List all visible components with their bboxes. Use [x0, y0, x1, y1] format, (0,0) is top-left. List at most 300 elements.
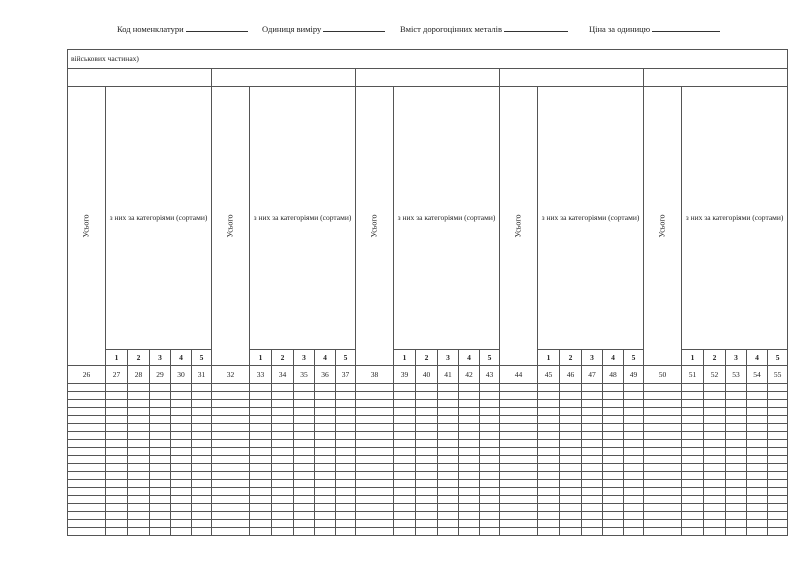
- data-cell[interactable]: [315, 503, 336, 511]
- data-cell[interactable]: [150, 400, 171, 408]
- data-cell[interactable]: [150, 472, 171, 480]
- data-cell[interactable]: [272, 400, 294, 408]
- data-cell[interactable]: [704, 424, 726, 432]
- data-cell[interactable]: [480, 464, 500, 472]
- data-cell[interactable]: [212, 456, 250, 464]
- data-cell[interactable]: [644, 479, 682, 487]
- data-cell[interactable]: [106, 519, 128, 527]
- data-cell[interactable]: [768, 495, 788, 503]
- data-cell[interactable]: [416, 392, 438, 400]
- data-cell[interactable]: [150, 479, 171, 487]
- data-cell[interactable]: [192, 472, 212, 480]
- data-cell[interactable]: [356, 519, 394, 527]
- data-cell[interactable]: [603, 432, 624, 440]
- data-cell[interactable]: [768, 472, 788, 480]
- data-cell[interactable]: [394, 384, 416, 392]
- data-cell[interactable]: [459, 424, 480, 432]
- data-cell[interactable]: [106, 511, 128, 519]
- data-cell[interactable]: [682, 456, 704, 464]
- data-cell[interactable]: [394, 448, 416, 456]
- data-cell[interactable]: [768, 440, 788, 448]
- data-cell[interactable]: [438, 527, 459, 535]
- data-cell[interactable]: [212, 487, 250, 495]
- data-cell[interactable]: [294, 440, 315, 448]
- data-cell[interactable]: [726, 479, 747, 487]
- data-cell[interactable]: [644, 416, 682, 424]
- data-cell[interactable]: [171, 416, 192, 424]
- data-cell[interactable]: [768, 503, 788, 511]
- data-cell[interactable]: [272, 456, 294, 464]
- data-cell[interactable]: [538, 456, 560, 464]
- data-cell[interactable]: [582, 392, 603, 400]
- data-cell[interactable]: [171, 503, 192, 511]
- data-cell[interactable]: [272, 392, 294, 400]
- data-cell[interactable]: [212, 503, 250, 511]
- data-cell[interactable]: [192, 519, 212, 527]
- data-cell[interactable]: [171, 440, 192, 448]
- data-cell[interactable]: [726, 424, 747, 432]
- data-cell[interactable]: [624, 416, 644, 424]
- data-cell[interactable]: [356, 448, 394, 456]
- data-cell[interactable]: [315, 464, 336, 472]
- data-cell[interactable]: [294, 392, 315, 400]
- data-cell[interactable]: [212, 448, 250, 456]
- data-cell[interactable]: [538, 392, 560, 400]
- data-cell[interactable]: [438, 392, 459, 400]
- data-cell[interactable]: [150, 456, 171, 464]
- data-cell[interactable]: [394, 424, 416, 432]
- data-cell[interactable]: [644, 527, 682, 535]
- data-cell[interactable]: [747, 448, 768, 456]
- data-cell[interactable]: [500, 424, 538, 432]
- data-cell[interactable]: [128, 519, 150, 527]
- data-cell[interactable]: [171, 424, 192, 432]
- data-cell[interactable]: [624, 424, 644, 432]
- data-cell[interactable]: [394, 392, 416, 400]
- data-cell[interactable]: [624, 472, 644, 480]
- data-cell[interactable]: [500, 487, 538, 495]
- data-cell[interactable]: [538, 479, 560, 487]
- data-cell[interactable]: [438, 440, 459, 448]
- data-cell[interactable]: [315, 519, 336, 527]
- data-cell[interactable]: [212, 511, 250, 519]
- data-cell[interactable]: [171, 456, 192, 464]
- data-cell[interactable]: [212, 527, 250, 535]
- data-cell[interactable]: [192, 487, 212, 495]
- data-cell[interactable]: [644, 400, 682, 408]
- data-cell[interactable]: [704, 487, 726, 495]
- data-cell[interactable]: [394, 527, 416, 535]
- data-cell[interactable]: [416, 472, 438, 480]
- data-cell[interactable]: [315, 456, 336, 464]
- data-cell[interactable]: [336, 400, 356, 408]
- data-cell[interactable]: [315, 472, 336, 480]
- data-cell[interactable]: [128, 416, 150, 424]
- data-cell[interactable]: [394, 464, 416, 472]
- data-cell[interactable]: [416, 424, 438, 432]
- data-cell[interactable]: [582, 472, 603, 480]
- data-cell[interactable]: [294, 416, 315, 424]
- data-cell[interactable]: [128, 472, 150, 480]
- data-cell[interactable]: [106, 432, 128, 440]
- data-cell[interactable]: [624, 432, 644, 440]
- data-cell[interactable]: [356, 511, 394, 519]
- data-cell[interactable]: [294, 408, 315, 416]
- data-cell[interactable]: [480, 432, 500, 440]
- data-cell[interactable]: [704, 432, 726, 440]
- data-cell[interactable]: [582, 479, 603, 487]
- data-cell[interactable]: [747, 495, 768, 503]
- data-cell[interactable]: [416, 440, 438, 448]
- data-cell[interactable]: [416, 464, 438, 472]
- data-cell[interactable]: [438, 511, 459, 519]
- data-cell[interactable]: [68, 440, 106, 448]
- data-cell[interactable]: [480, 511, 500, 519]
- data-cell[interactable]: [68, 511, 106, 519]
- data-cell[interactable]: [704, 384, 726, 392]
- data-cell[interactable]: [192, 511, 212, 519]
- data-cell[interactable]: [106, 479, 128, 487]
- data-cell[interactable]: [459, 527, 480, 535]
- data-cell[interactable]: [128, 384, 150, 392]
- data-cell[interactable]: [582, 511, 603, 519]
- data-cell[interactable]: [560, 479, 582, 487]
- data-cell[interactable]: [250, 503, 272, 511]
- data-cell[interactable]: [294, 448, 315, 456]
- data-cell[interactable]: [726, 503, 747, 511]
- data-cell[interactable]: [644, 384, 682, 392]
- data-cell[interactable]: [128, 527, 150, 535]
- data-cell[interactable]: [250, 448, 272, 456]
- data-cell[interactable]: [768, 519, 788, 527]
- data-cell[interactable]: [356, 527, 394, 535]
- data-cell[interactable]: [106, 384, 128, 392]
- data-cell[interactable]: [560, 487, 582, 495]
- data-cell[interactable]: [394, 511, 416, 519]
- data-cell[interactable]: [624, 392, 644, 400]
- data-cell[interactable]: [682, 432, 704, 440]
- data-cell[interactable]: [150, 487, 171, 495]
- data-cell[interactable]: [538, 464, 560, 472]
- data-cell[interactable]: [68, 527, 106, 535]
- data-cell[interactable]: [560, 472, 582, 480]
- data-cell[interactable]: [747, 384, 768, 392]
- data-cell[interactable]: [682, 408, 704, 416]
- data-cell[interactable]: [171, 400, 192, 408]
- data-cell[interactable]: [538, 495, 560, 503]
- data-cell[interactable]: [768, 384, 788, 392]
- data-cell[interactable]: [212, 432, 250, 440]
- data-cell[interactable]: [68, 464, 106, 472]
- data-cell[interactable]: [603, 511, 624, 519]
- data-cell[interactable]: [582, 456, 603, 464]
- data-cell[interactable]: [128, 440, 150, 448]
- data-cell[interactable]: [336, 432, 356, 440]
- data-cell[interactable]: [171, 432, 192, 440]
- data-cell[interactable]: [394, 503, 416, 511]
- data-cell[interactable]: [500, 495, 538, 503]
- data-cell[interactable]: [438, 456, 459, 464]
- data-cell[interactable]: [294, 527, 315, 535]
- data-cell[interactable]: [68, 408, 106, 416]
- data-cell[interactable]: [704, 464, 726, 472]
- data-cell[interactable]: [582, 400, 603, 408]
- data-cell[interactable]: [416, 448, 438, 456]
- data-cell[interactable]: [726, 487, 747, 495]
- precious-metals-blank[interactable]: [504, 22, 568, 32]
- data-cell[interactable]: [212, 400, 250, 408]
- data-cell[interactable]: [294, 472, 315, 480]
- data-cell[interactable]: [480, 416, 500, 424]
- data-cell[interactable]: [212, 416, 250, 424]
- data-cell[interactable]: [726, 472, 747, 480]
- data-cell[interactable]: [150, 519, 171, 527]
- data-cell[interactable]: [128, 400, 150, 408]
- data-cell[interactable]: [624, 487, 644, 495]
- data-cell[interactable]: [294, 503, 315, 511]
- data-cell[interactable]: [747, 408, 768, 416]
- data-cell[interactable]: [603, 472, 624, 480]
- data-cell[interactable]: [272, 527, 294, 535]
- data-cell[interactable]: [682, 527, 704, 535]
- data-cell[interactable]: [192, 384, 212, 392]
- data-cell[interactable]: [106, 503, 128, 511]
- data-cell[interactable]: [582, 495, 603, 503]
- data-cell[interactable]: [250, 384, 272, 392]
- data-cell[interactable]: [192, 479, 212, 487]
- data-cell[interactable]: [128, 511, 150, 519]
- data-cell[interactable]: [150, 384, 171, 392]
- data-cell[interactable]: [212, 384, 250, 392]
- data-cell[interactable]: [336, 472, 356, 480]
- data-cell[interactable]: [68, 495, 106, 503]
- data-cell[interactable]: [272, 384, 294, 392]
- data-cell[interactable]: [644, 472, 682, 480]
- data-cell[interactable]: [356, 416, 394, 424]
- data-cell[interactable]: [682, 440, 704, 448]
- data-cell[interactable]: [644, 440, 682, 448]
- data-cell[interactable]: [106, 408, 128, 416]
- data-cell[interactable]: [603, 392, 624, 400]
- data-cell[interactable]: [459, 456, 480, 464]
- data-cell[interactable]: [106, 392, 128, 400]
- data-cell[interactable]: [500, 384, 538, 392]
- data-cell[interactable]: [560, 416, 582, 424]
- group-header-cell[interactable]: [500, 69, 644, 87]
- data-cell[interactable]: [747, 440, 768, 448]
- data-cell[interactable]: [480, 392, 500, 400]
- data-cell[interactable]: [682, 464, 704, 472]
- data-cell[interactable]: [315, 392, 336, 400]
- data-cell[interactable]: [644, 464, 682, 472]
- data-cell[interactable]: [704, 527, 726, 535]
- data-cell[interactable]: [480, 440, 500, 448]
- data-cell[interactable]: [356, 408, 394, 416]
- data-cell[interactable]: [538, 527, 560, 535]
- data-cell[interactable]: [150, 424, 171, 432]
- data-cell[interactable]: [560, 464, 582, 472]
- data-cell[interactable]: [356, 472, 394, 480]
- data-cell[interactable]: [644, 487, 682, 495]
- data-cell[interactable]: [416, 495, 438, 503]
- data-cell[interactable]: [128, 456, 150, 464]
- data-cell[interactable]: [726, 432, 747, 440]
- data-cell[interactable]: [272, 448, 294, 456]
- data-cell[interactable]: [747, 487, 768, 495]
- data-cell[interactable]: [356, 392, 394, 400]
- data-cell[interactable]: [171, 519, 192, 527]
- data-cell[interactable]: [150, 432, 171, 440]
- data-cell[interactable]: [272, 424, 294, 432]
- data-cell[interactable]: [768, 456, 788, 464]
- data-cell[interactable]: [603, 384, 624, 392]
- data-cell[interactable]: [356, 440, 394, 448]
- data-cell[interactable]: [644, 424, 682, 432]
- data-cell[interactable]: [560, 456, 582, 464]
- data-cell[interactable]: [582, 448, 603, 456]
- data-cell[interactable]: [356, 384, 394, 392]
- data-cell[interactable]: [394, 400, 416, 408]
- data-cell[interactable]: [603, 495, 624, 503]
- data-cell[interactable]: [624, 464, 644, 472]
- data-cell[interactable]: [480, 424, 500, 432]
- data-cell[interactable]: [704, 519, 726, 527]
- data-cell[interactable]: [150, 392, 171, 400]
- data-cell[interactable]: [500, 392, 538, 400]
- data-cell[interactable]: [416, 503, 438, 511]
- data-cell[interactable]: [128, 432, 150, 440]
- data-cell[interactable]: [747, 392, 768, 400]
- data-cell[interactable]: [480, 448, 500, 456]
- data-cell[interactable]: [192, 416, 212, 424]
- data-cell[interactable]: [128, 464, 150, 472]
- data-cell[interactable]: [704, 408, 726, 416]
- data-cell[interactable]: [500, 456, 538, 464]
- data-cell[interactable]: [747, 519, 768, 527]
- data-cell[interactable]: [68, 384, 106, 392]
- data-cell[interactable]: [336, 424, 356, 432]
- data-cell[interactable]: [336, 503, 356, 511]
- data-cell[interactable]: [315, 487, 336, 495]
- data-cell[interactable]: [560, 503, 582, 511]
- data-cell[interactable]: [272, 416, 294, 424]
- data-cell[interactable]: [272, 495, 294, 503]
- data-cell[interactable]: [726, 400, 747, 408]
- data-cell[interactable]: [394, 408, 416, 416]
- data-cell[interactable]: [336, 495, 356, 503]
- data-cell[interactable]: [212, 424, 250, 432]
- data-cell[interactable]: [704, 456, 726, 464]
- data-cell[interactable]: [603, 487, 624, 495]
- data-cell[interactable]: [726, 495, 747, 503]
- data-cell[interactable]: [171, 464, 192, 472]
- data-cell[interactable]: [682, 503, 704, 511]
- data-cell[interactable]: [294, 519, 315, 527]
- data-cell[interactable]: [768, 432, 788, 440]
- data-cell[interactable]: [336, 456, 356, 464]
- data-cell[interactable]: [192, 408, 212, 416]
- data-cell[interactable]: [192, 400, 212, 408]
- data-cell[interactable]: [644, 456, 682, 464]
- data-cell[interactable]: [294, 479, 315, 487]
- data-cell[interactable]: [250, 416, 272, 424]
- data-cell[interactable]: [500, 511, 538, 519]
- data-cell[interactable]: [768, 392, 788, 400]
- data-cell[interactable]: [768, 408, 788, 416]
- data-cell[interactable]: [480, 527, 500, 535]
- data-cell[interactable]: [192, 527, 212, 535]
- data-cell[interactable]: [726, 416, 747, 424]
- data-cell[interactable]: [394, 472, 416, 480]
- data-cell[interactable]: [68, 432, 106, 440]
- data-cell[interactable]: [644, 503, 682, 511]
- data-cell[interactable]: [726, 456, 747, 464]
- data-cell[interactable]: [416, 408, 438, 416]
- data-cell[interactable]: [480, 503, 500, 511]
- data-cell[interactable]: [394, 416, 416, 424]
- data-cell[interactable]: [250, 495, 272, 503]
- data-cell[interactable]: [704, 400, 726, 408]
- data-cell[interactable]: [603, 416, 624, 424]
- data-cell[interactable]: [315, 424, 336, 432]
- data-cell[interactable]: [106, 527, 128, 535]
- data-cell[interactable]: [682, 472, 704, 480]
- data-cell[interactable]: [603, 408, 624, 416]
- data-cell[interactable]: [682, 424, 704, 432]
- data-cell[interactable]: [747, 464, 768, 472]
- data-cell[interactable]: [480, 519, 500, 527]
- data-cell[interactable]: [726, 440, 747, 448]
- data-cell[interactable]: [682, 400, 704, 408]
- data-cell[interactable]: [459, 472, 480, 480]
- data-cell[interactable]: [294, 400, 315, 408]
- data-cell[interactable]: [192, 424, 212, 432]
- data-cell[interactable]: [416, 511, 438, 519]
- data-cell[interactable]: [560, 392, 582, 400]
- data-cell[interactable]: [500, 479, 538, 487]
- data-cell[interactable]: [336, 440, 356, 448]
- data-cell[interactable]: [416, 519, 438, 527]
- data-cell[interactable]: [171, 487, 192, 495]
- data-cell[interactable]: [192, 440, 212, 448]
- data-cell[interactable]: [150, 408, 171, 416]
- data-cell[interactable]: [704, 416, 726, 424]
- data-cell[interactable]: [768, 448, 788, 456]
- data-cell[interactable]: [150, 448, 171, 456]
- data-cell[interactable]: [68, 472, 106, 480]
- data-cell[interactable]: [500, 432, 538, 440]
- data-cell[interactable]: [560, 511, 582, 519]
- data-cell[interactable]: [212, 519, 250, 527]
- data-cell[interactable]: [315, 432, 336, 440]
- data-cell[interactable]: [315, 527, 336, 535]
- data-cell[interactable]: [480, 456, 500, 464]
- data-cell[interactable]: [726, 511, 747, 519]
- data-cell[interactable]: [624, 503, 644, 511]
- data-cell[interactable]: [336, 464, 356, 472]
- data-cell[interactable]: [192, 456, 212, 464]
- data-cell[interactable]: [603, 503, 624, 511]
- data-cell[interactable]: [768, 511, 788, 519]
- data-cell[interactable]: [272, 408, 294, 416]
- data-cell[interactable]: [106, 464, 128, 472]
- data-cell[interactable]: [356, 495, 394, 503]
- data-cell[interactable]: [438, 472, 459, 480]
- data-cell[interactable]: [704, 495, 726, 503]
- group-header-cell[interactable]: [68, 69, 212, 87]
- data-cell[interactable]: [538, 440, 560, 448]
- data-cell[interactable]: [624, 456, 644, 464]
